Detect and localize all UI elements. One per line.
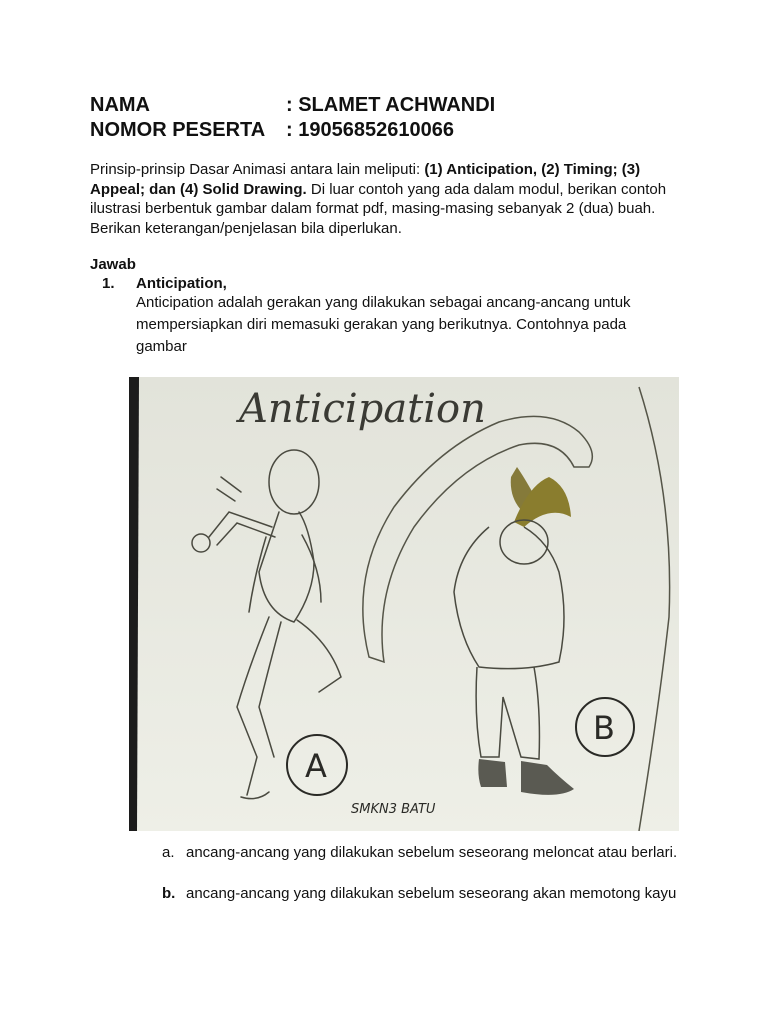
name-label: NAMA <box>90 94 150 116</box>
answer-heading: Jawab <box>90 256 136 273</box>
participant-number-label: NOMOR PESERTA <box>90 119 266 141</box>
list-marker: a. <box>162 844 175 861</box>
label-b: B <box>593 709 615 747</box>
sketch-title: Anticipation <box>239 386 486 432</box>
prompt-text-2: Di luar contoh yang ada dalam modul, berikan contoh ilustrasi berbentuk gambar dalam format pdf, masing-masing sebanyak 2 (dua) buah. Berikan keterangan/penjelasan bila diperlukan. <box>90 180 667 237</box>
participant-number-value: : 19056852610066 <box>286 119 454 141</box>
prompt-principles: (1) Anticipation, (2) Timing; (3) Appeal; dan (4) Solid Drawing. <box>90 161 641 198</box>
list-text: ancang-ancang yang dilakukan sebelum seseorang meloncat atau berlari. <box>186 844 678 861</box>
section-title: Anticipation, <box>136 275 227 292</box>
anticipation-sketch <box>129 377 679 831</box>
sketch-signature: SMKN3 BATU <box>351 802 436 817</box>
list-marker: b. <box>162 885 176 902</box>
assignment-prompt <box>90 160 690 238</box>
section-body: Anticipation adalah gerakan yang dilakukan sebagai ancang-ancang untuk mempersiapkan diri memasuki gerakan yang berikutnya. Contohnya pada gambar <box>136 294 631 355</box>
prompt-text-1: Prinsip-prinsip Dasar Animasi antara lain meliputi: <box>90 161 425 178</box>
label-a: A <box>305 747 327 785</box>
list-text: ancang-ancang yang dilakukan sebelum seseorang akan memotong kayu <box>186 885 677 902</box>
name-value: : SLAMET ACHWANDI <box>286 94 496 116</box>
section-number: 1. <box>102 275 115 292</box>
